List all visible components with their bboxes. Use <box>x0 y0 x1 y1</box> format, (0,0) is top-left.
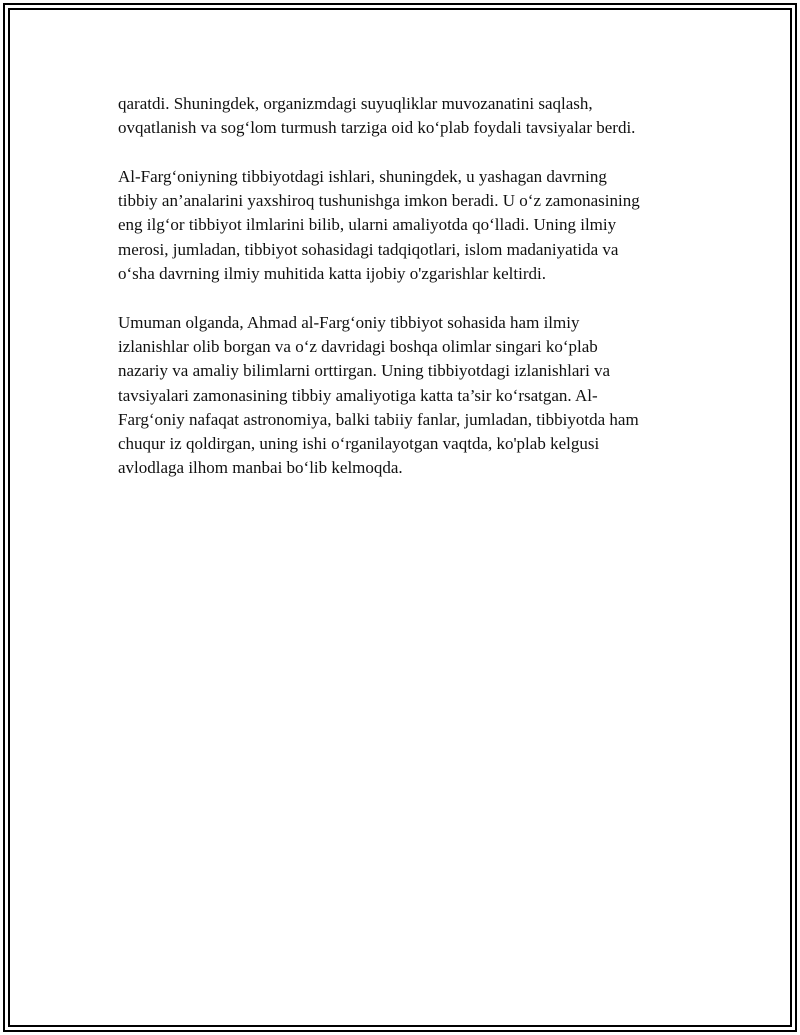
paragraph-2: Al-Farg‘oniyning tibbiyotdagi ishlari, shuningdek, u yashagan davrning tibbiy an’analarini yaxshiroq tushunishga imkon beradi. U o‘z zamonasining eng ilg‘or tibbiyot ilmlarini bilib, ularni amaliyotda qo‘lladi. Uning ilmiy merosi, jumladan, tibbiyot sohasidagi tadqiqotlari, islom madaniyatida va o‘sha davrning ilmiy muhitida katta ijobiy o'zgarishlar keltirdi. <box>118 166 640 284</box>
document-body <box>118 92 698 505</box>
paragraph-3: Umuman olganda, Ahmad al-Farg‘oniy tibbiyot sohasida ham ilmiy izlanishlar olib borgan va o‘z davridagi boshqa olimlar singari ko‘plab nazariy va amaliy bilimlarni orttirgan. Uning tibbiyotdagi izlanishlari va tavsiyalari zamonasining tibbiy amaliyotiga katta ta’sir ko‘rsatgan. Al- Farg‘oniy nafaqat astronomiya, balki tabiiy fanlar, jumladan, tibbiyotda ham chuqur iz qoldirgan, uning ishi o‘rganilayotgan vaqtda, ko'plab kelgusi avlodlaga ilhom manbai bo‘lib kelmoqda. <box>118 312 639 478</box>
paragraph-1: qaratdi. Shuningdek, organizmdagi suyuqliklar muvozanatini saqlash, ovqatlanish va sog‘lom turmush tarziga oid ko‘plab foydali tavsiyalar berdi. <box>118 94 636 138</box>
